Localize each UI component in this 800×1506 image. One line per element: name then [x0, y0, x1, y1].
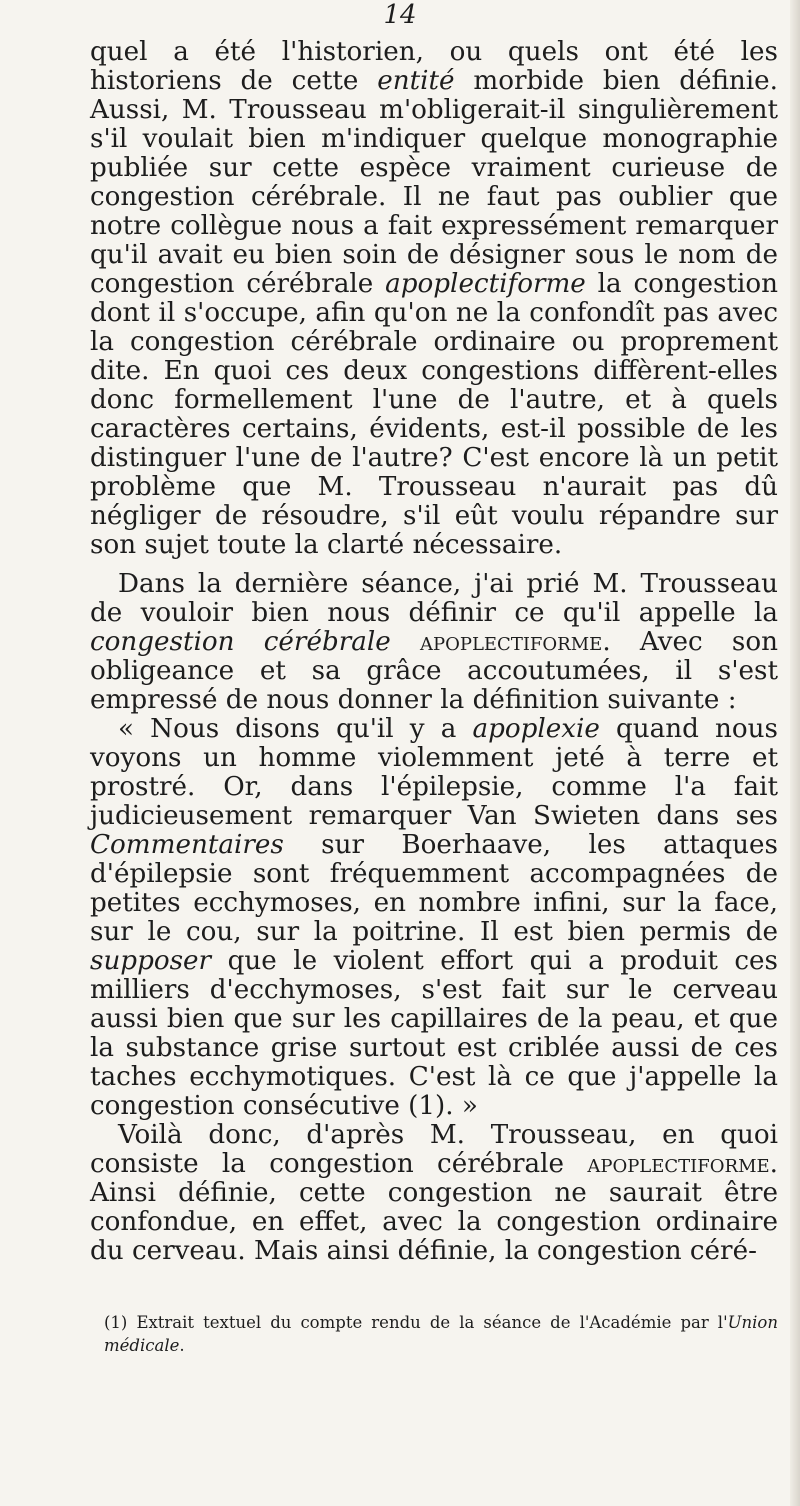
paragraph	[90, 570, 778, 715]
body-text	[90, 38, 778, 1266]
emphasis: Union médicale	[104, 1313, 778, 1355]
footnote	[104, 1311, 778, 1357]
text-run: morbide bien définie. Aussi, M. Trousseau m'obligerait-il singulièrement s'il voulait bien m'indiquer quelque monographie publiée sur cette espèce vraiment curieuse de congestion cérébrale. Il ne faut pas oublier que notre collègue nous a fait expressément remarquer qu'il avait eu bien soin de désigner sous le nom de congestion cérébrale	[90, 66, 778, 299]
page-edge-shadow	[790, 0, 800, 1506]
text-run: .	[179, 1336, 185, 1355]
emphasis: supposer	[90, 946, 212, 976]
paragraph-continuation	[90, 38, 778, 560]
emphasis: entité	[377, 66, 455, 96]
text-run: Voilà donc, d'après M. Trousseau, en quoi consiste la congestion cérébrale	[90, 1120, 778, 1179]
small-caps: apoplectiforme	[587, 1149, 770, 1179]
page-number: 14	[383, 0, 417, 30]
text-run: « Nous disons qu'il y a	[118, 714, 473, 744]
text-run: (1) Extrait textuel du compte rendu de la séance de l'Académie par l'	[104, 1313, 728, 1332]
emphasis: apoplectiforme	[385, 269, 586, 299]
text-run: sur Boerhaave, les attaques d'épilepsie sont fréquemment accompagnées de petites ecchymoses, en nombre infini, sur la face, sur le cou, sur la poitrine. Il est bien permis de	[90, 830, 778, 947]
emphasis: congestion cérébrale	[90, 627, 391, 657]
text-run: quel a été l'historien, ou quels ont été les historiens de cette	[90, 37, 778, 96]
text-run: que le violent effort qui a produit ces milliers d'ecchymoses, s'est fait sur le cerveau aussi bien que sur les capillaires de la peau, et que la substance grise surtout est criblée aussi de ces taches ecchymotiques. C'est là ce que j'appelle la congestion consécutive (1). »	[90, 946, 778, 1121]
text-run: la congestion dont il s'occupe, afin qu'on ne la confondît pas avec la congestion cérébrale ordinaire ou proprement dite. En quoi ces deux congestions diffèrent-elles donc formellement l'une de l'autre, et à quels caractères certains, évidents, est-il possible de les distinguer l'une de l'autre? C'est encore là un petit problème que M. Trousseau n'aurait pas dû négliger de résoudre, s'il eût voulu répandre sur son sujet toute la clarté nécessaire.	[90, 269, 778, 560]
quotation-paragraph	[90, 715, 778, 1121]
paragraph	[90, 1121, 778, 1266]
emphasis: apoplexie	[472, 714, 600, 744]
text-run: Dans la dernière séance, j'ai prié M. Trousseau de vouloir bien nous définir ce qu'il appelle la	[90, 569, 778, 628]
small-caps: apoplectiforme	[419, 627, 603, 657]
text-run: quand nous voyons un homme violemment jeté à terre et prostré. Or, dans l'épilepsie, comme l'a fait judicieusement remarquer Van Swieten dans ses	[90, 714, 778, 831]
footnote-text	[104, 1311, 778, 1357]
text-run: . Avec son obligeance et sa grâce accoutumées, il s'est empressé de nous donner la définition suivante :	[90, 627, 778, 715]
emphasis: Commentaires	[90, 830, 284, 860]
text-run: . Ainsi définie, cette congestion ne saurait être confondue, en effet, avec la congestion ordinaire du cerveau. Mais ainsi définie, la congestion céré-	[90, 1149, 778, 1266]
